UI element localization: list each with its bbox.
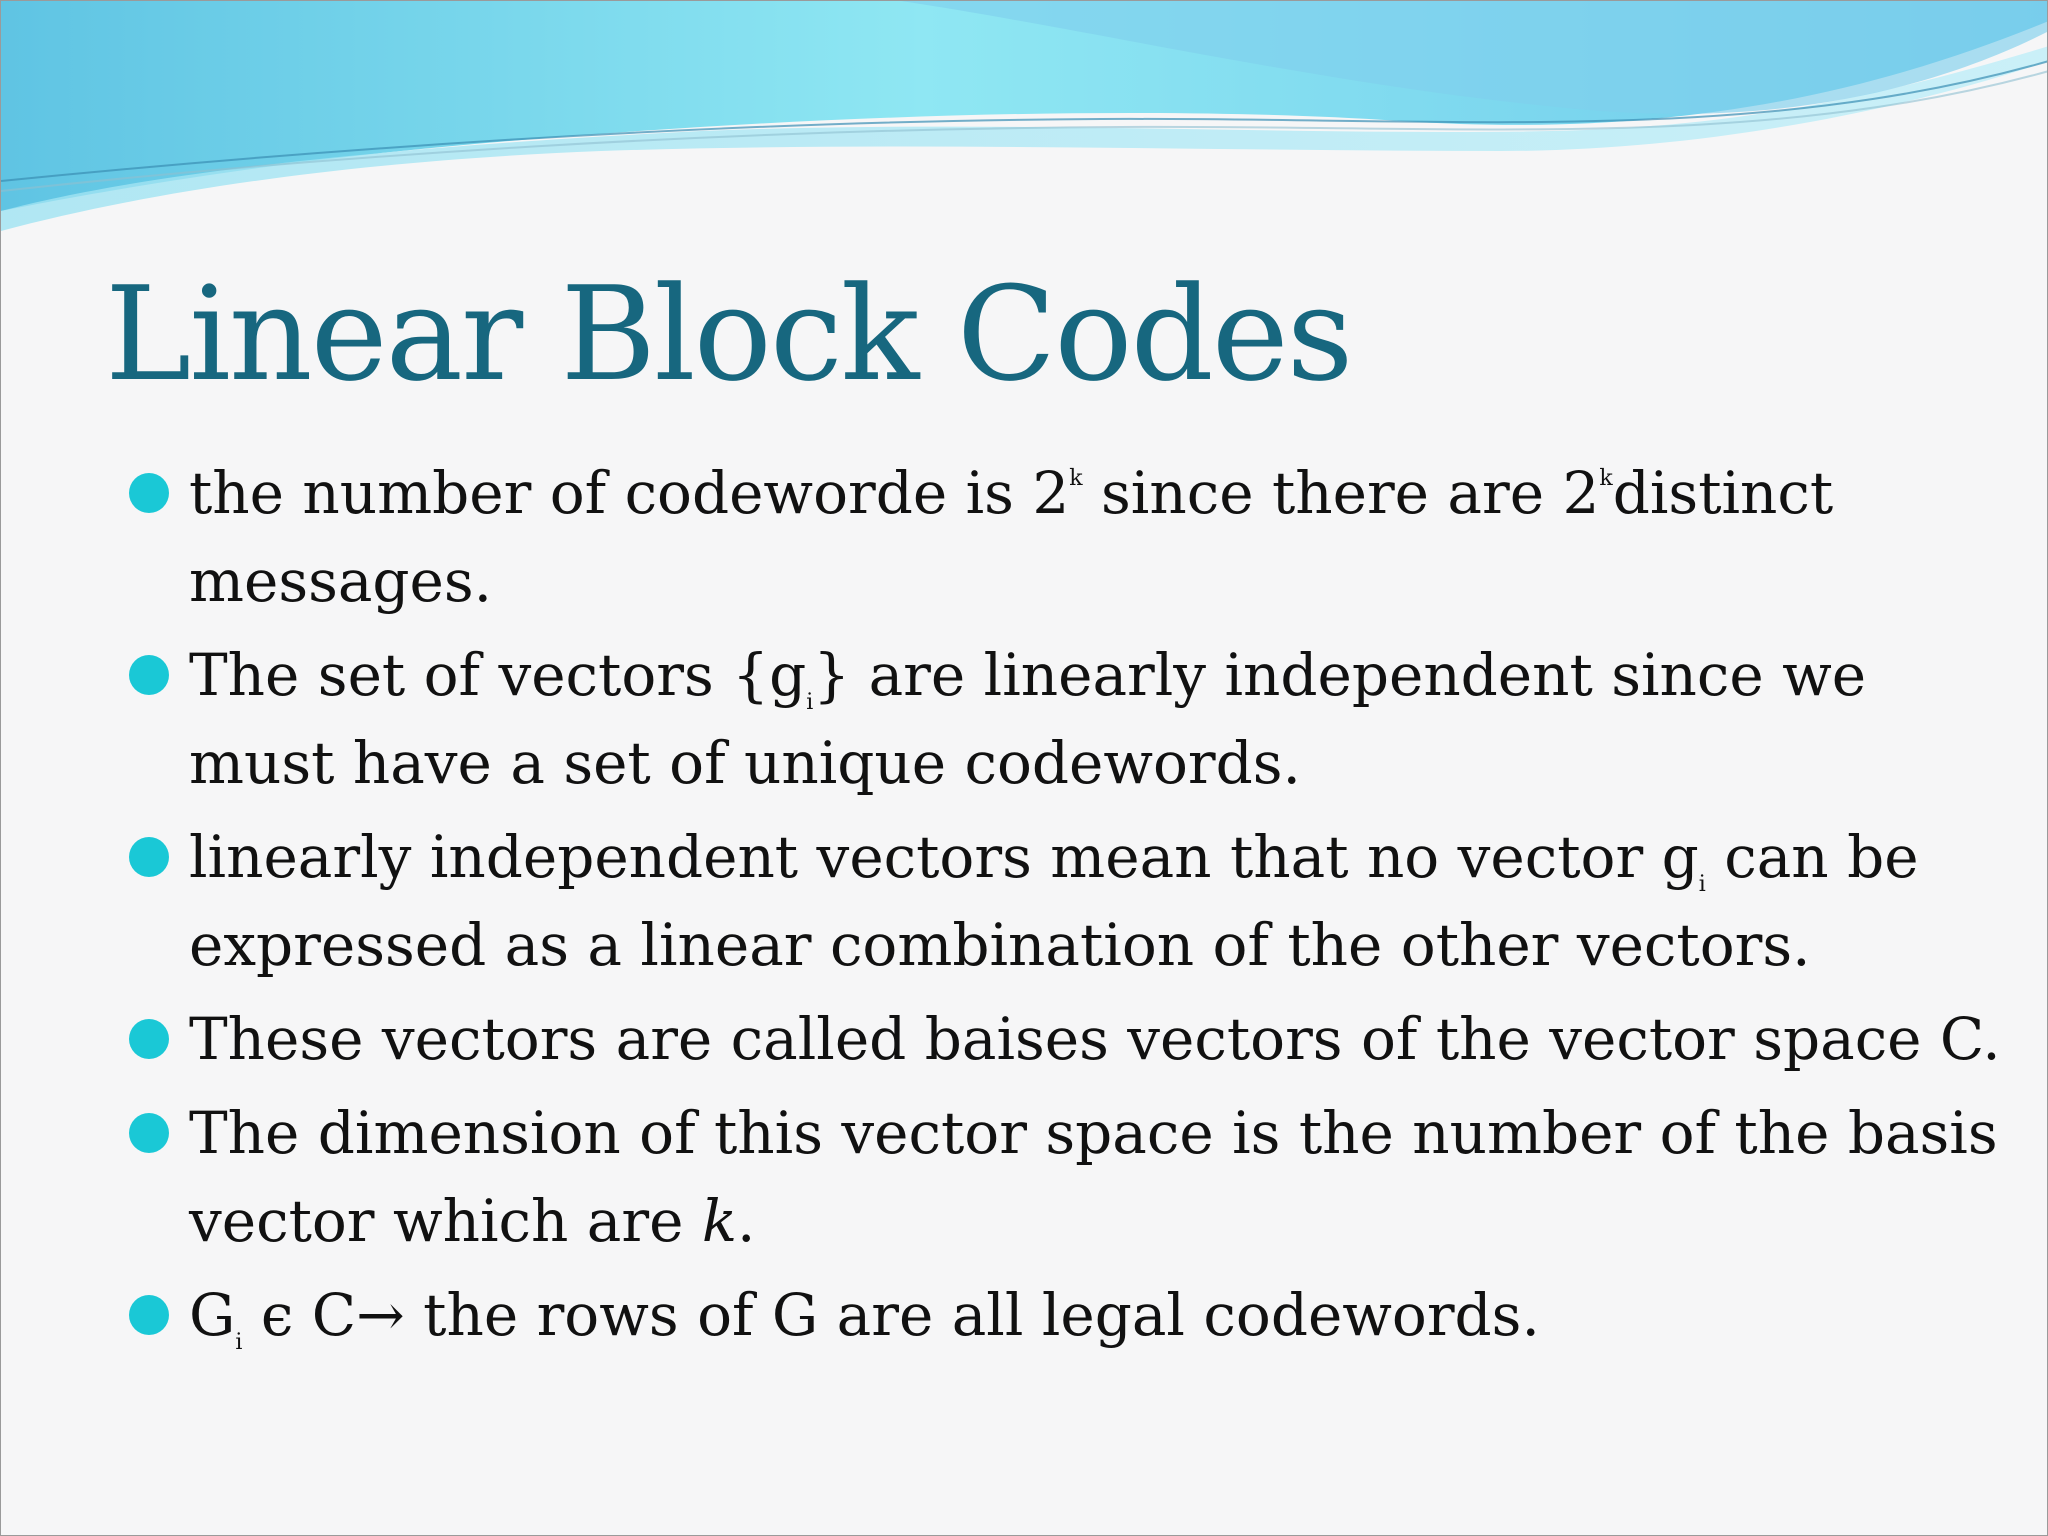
bullet-text: . — [737, 1187, 756, 1255]
bullet-item — [129, 813, 2009, 989]
slide-title: Linear Block Codes — [105, 258, 1352, 410]
bullet-text: can be expressed as a linear combination of the other vectors. — [189, 823, 1919, 979]
bullet-dot-icon — [129, 655, 169, 695]
bullet-text: The dimension of this vector space is the number of the basis vector which are — [189, 1099, 1998, 1255]
header-wave-decoration — [1, 1, 2048, 241]
bullet-dot-icon — [129, 473, 169, 513]
bullet-text: linearly independent vectors mean that no vector g — [189, 823, 1699, 891]
bullet-list — [129, 449, 2009, 1365]
bullet-dot-icon — [129, 1019, 169, 1059]
bullet-item — [129, 1089, 2009, 1265]
bullet-dot-icon — [129, 1295, 169, 1335]
bullet-text: since there are 2 — [1082, 459, 1600, 527]
bullet-item — [129, 1271, 2009, 1359]
bullet-text: } are linearly independent since we must have a set of unique codewords. — [189, 641, 1867, 797]
superscript: k — [1599, 466, 1613, 491]
bullet-text: the number of codeworde is 2 — [189, 459, 1070, 527]
bullet-item — [129, 631, 2009, 807]
bullet-text: G — [189, 1281, 236, 1349]
italic-text: k — [701, 1187, 738, 1255]
subscript: i — [235, 1330, 243, 1355]
bullet-item — [129, 995, 2009, 1083]
subscript: i — [1698, 872, 1706, 897]
bullet-text: These vectors are called baises vectors of the vector space C. — [189, 1005, 2001, 1073]
bullet-dot-icon — [129, 837, 169, 877]
bullet-dot-icon — [129, 1113, 169, 1153]
bullet-item — [129, 449, 2009, 625]
bullet-text: The set of vectors {g — [189, 641, 807, 709]
subscript: i — [806, 690, 814, 715]
superscript: k — [1069, 466, 1083, 491]
bullet-text: distinct messages. — [189, 459, 1834, 615]
bullet-text: ϵ C→ the rows of G are all legal codewords. — [242, 1281, 1540, 1349]
